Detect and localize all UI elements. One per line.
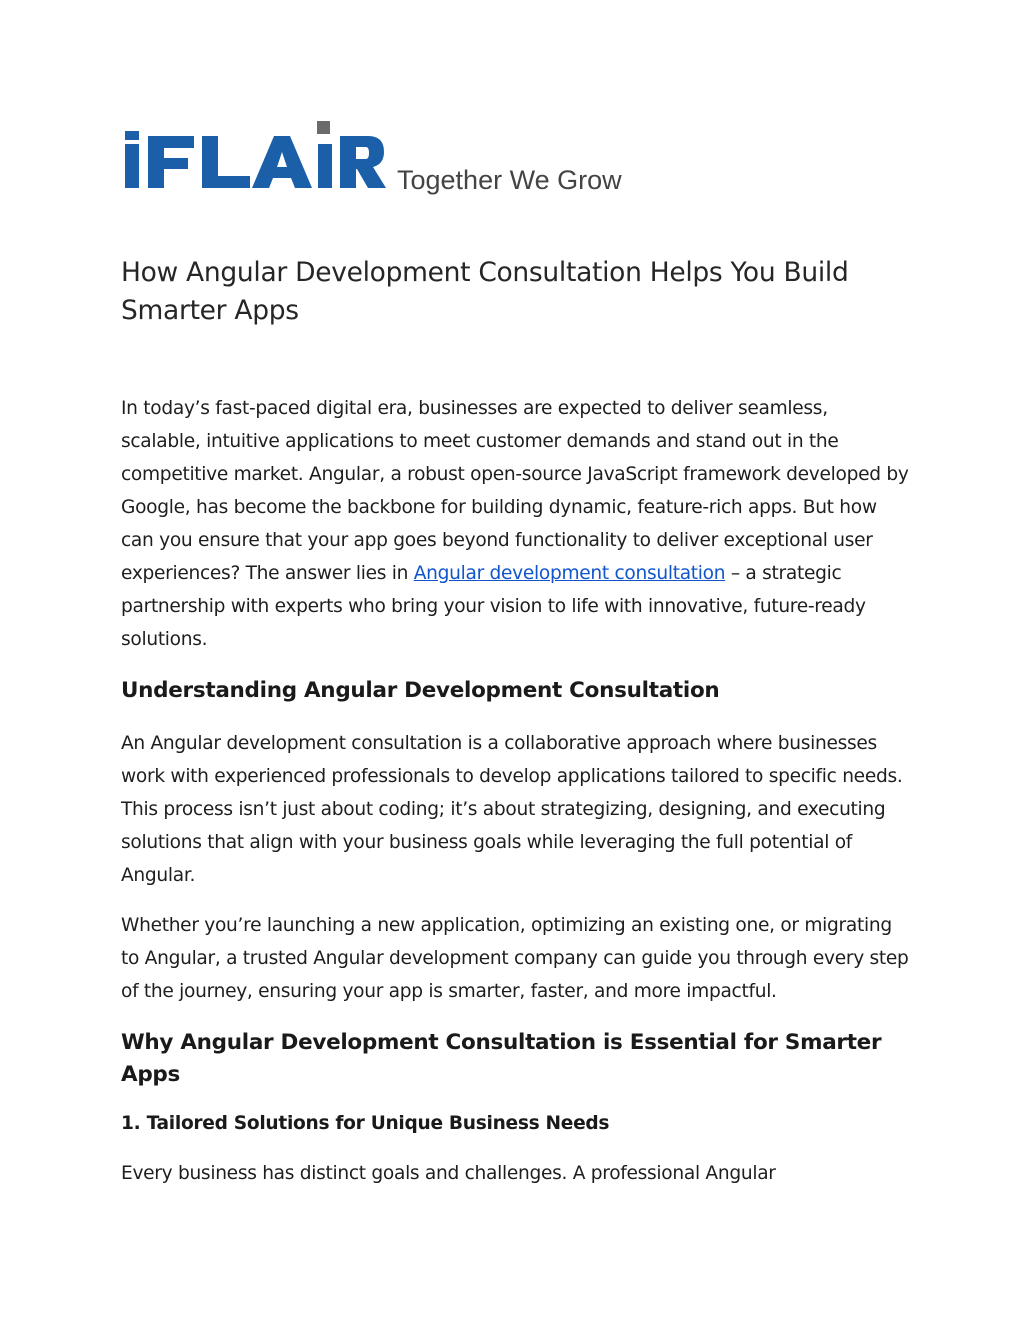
logo-tagline: Together We Grow <box>397 165 622 195</box>
section-heading-why: Why Angular Development Consultation is Essential for Smarter Apps <box>121 1030 882 1087</box>
subheading-tailored-solutions: 1. Tailored Solutions for Unique Business Needs <box>121 1113 610 1134</box>
tailored-solutions-paragraph: Every business has distinct goals and challenges. A professional Angular <box>121 1163 776 1184</box>
intro-text-end: – a strategic partnership with experts who bring your vision to life with innovative, future-ready solutions. <box>121 563 866 650</box>
understanding-paragraph-1: An Angular development consultation is a collaborative approach where businesses work with experienced professionals to develop applications tailored to specific needs. This process isn’t just about coding; it’s about strategizing, designing, and executing solutions that align with your business goals while leveraging the full potential of Angular. <box>121 733 903 886</box>
intro-paragraph <box>121 392 911 656</box>
page-title: How Angular Development Consultation Helps You Build Smarter Apps <box>121 257 849 326</box>
article <box>121 254 911 1190</box>
iflair-logo-image <box>122 118 642 198</box>
angular-consultation-link[interactable]: Angular development consultation <box>413 563 726 584</box>
section-heading-understanding: Understanding Angular Development Consultation <box>121 678 720 703</box>
iflair-logo <box>122 118 642 198</box>
understanding-paragraph-2: Whether you’re launching a new application, optimizing an existing one, or migrating to Angular, a trusted Angular development company can guide you through every step of the journey, ensuring your app is smarter, faster, and more impactful. <box>121 915 909 1002</box>
intro-text-start: In today’s fast-paced digital era, businesses are expected to deliver seamless, scalable, intuitive applications to meet customer demands and stand out in the competitive market. Angular, a robust open-source JavaScript framework developed by Google, has become the backbone for building dynamic, feature-rich apps. But how can you ensure that your app goes beyond functionality to deliver exceptional user experiences? The answer lies in <box>121 398 909 584</box>
